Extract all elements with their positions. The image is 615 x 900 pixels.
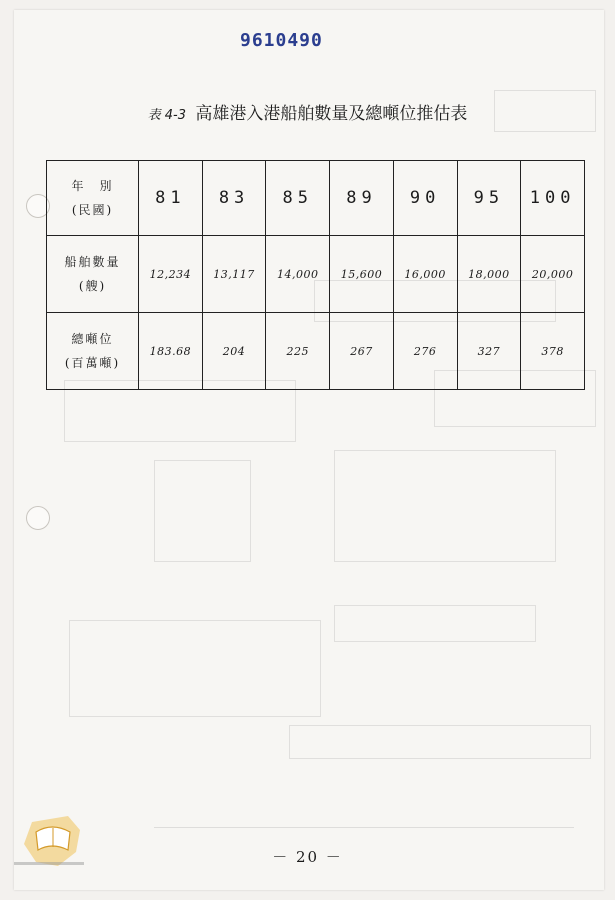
row-header-unit: (民國) <box>71 203 114 217</box>
ships-cell: 20,000 <box>521 236 585 313</box>
page-number: － 20 － <box>272 848 343 866</box>
document-stamp-number: 9610490 <box>240 30 323 51</box>
table-row-year <box>47 161 585 236</box>
tonnage-cell: 225 <box>266 313 330 390</box>
ships-cell: 13,117 <box>202 236 266 313</box>
bleed-through-box <box>334 450 556 562</box>
row-header-year <box>47 161 139 236</box>
year-cell: 89 <box>330 161 394 236</box>
ships-cell: 16,000 <box>393 236 457 313</box>
year-cell: 95 <box>457 161 521 236</box>
row-header-label: 總噸位 <box>71 332 114 346</box>
bleed-through-box <box>289 725 591 759</box>
row-header-label: 年 別 <box>71 179 114 193</box>
table-row-tonnage <box>47 313 585 390</box>
row-header-tonnage <box>47 313 139 390</box>
year-cell: 90 <box>393 161 457 236</box>
ships-cell: 14,000 <box>266 236 330 313</box>
tonnage-cell: 276 <box>393 313 457 390</box>
bleed-through-box <box>69 620 321 717</box>
ships-cell: 15,600 <box>330 236 394 313</box>
tonnage-cell: 183.68 <box>139 313 203 390</box>
table-title-prefix: 表 4-3 <box>147 108 186 123</box>
year-cell: 85 <box>266 161 330 236</box>
table-title-main: 高雄港入港船舶數量及總噸位推估表 <box>195 104 468 124</box>
bleed-through-box <box>334 605 536 642</box>
table-title <box>0 99 615 124</box>
binder-hole <box>26 506 50 530</box>
library-logo-icon <box>10 812 120 872</box>
year-cell: 81 <box>139 161 203 236</box>
estimate-table <box>46 160 585 390</box>
ships-cell: 12,234 <box>139 236 203 313</box>
year-cell: 83 <box>202 161 266 236</box>
bleed-through-box <box>154 460 251 562</box>
year-cell: 100 <box>521 161 585 236</box>
tonnage-cell: 378 <box>521 313 585 390</box>
ships-cell: 18,000 <box>457 236 521 313</box>
row-header-ships <box>47 236 139 313</box>
document-page <box>14 10 604 890</box>
bleed-through-caption <box>154 805 574 828</box>
row-header-unit: (百萬噸) <box>64 356 121 370</box>
table-row-ships <box>47 236 585 313</box>
row-header-unit: (艘) <box>78 279 107 293</box>
tonnage-cell: 327 <box>457 313 521 390</box>
tonnage-cell: 204 <box>202 313 266 390</box>
tonnage-cell: 267 <box>330 313 394 390</box>
row-header-label: 船舶數量 <box>64 255 121 269</box>
